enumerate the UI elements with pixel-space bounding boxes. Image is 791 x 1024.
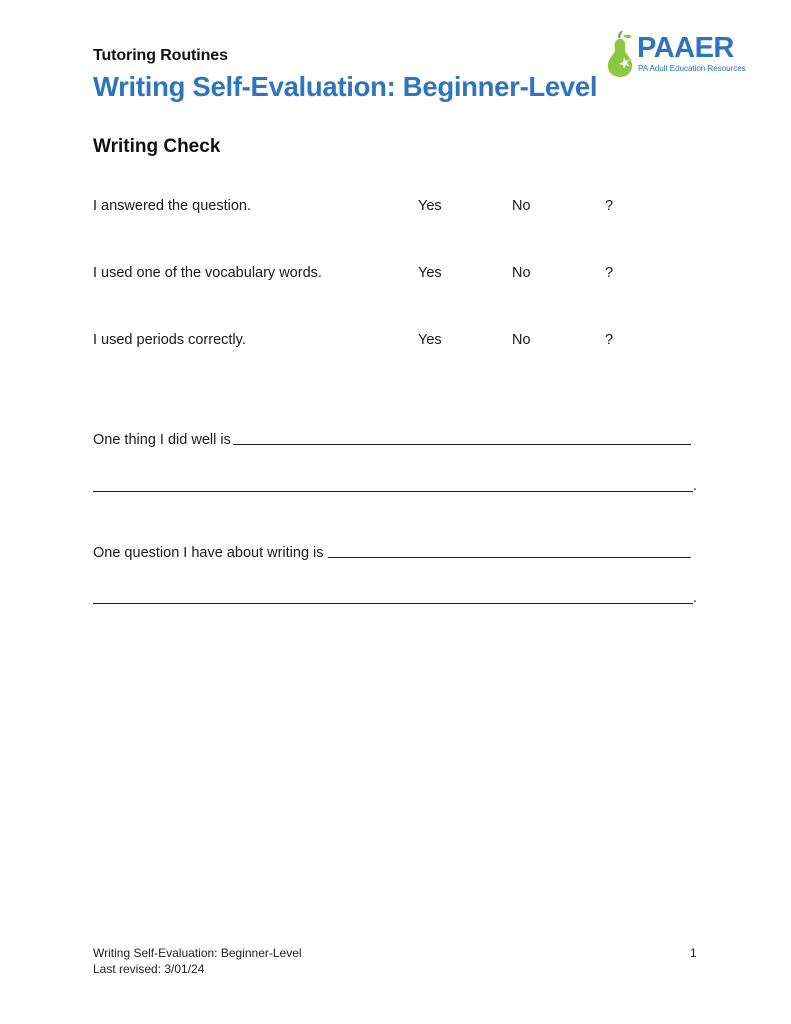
prompt-did-well: One thing I did well is [93, 432, 231, 448]
answer-line[interactable] [233, 444, 691, 445]
line-end-period: . [693, 590, 698, 606]
pear-icon [604, 31, 636, 77]
section-eyebrow: Tutoring Routines [93, 47, 228, 64]
yes-option[interactable]: Yes [418, 198, 442, 214]
checklist-statement: I used periods correctly. [93, 332, 246, 348]
section-heading: Writing Check [93, 136, 221, 157]
unsure-option[interactable]: ? [605, 198, 614, 214]
yes-option[interactable]: Yes [418, 332, 442, 348]
footer-revised-date: Last revised: 3/01/24 [93, 962, 205, 976]
paaer-logo [604, 31, 754, 77]
answer-line[interactable] [93, 491, 693, 492]
no-option[interactable]: No [512, 265, 531, 281]
line-end-period: . [693, 478, 698, 494]
yes-option[interactable]: Yes [418, 265, 442, 281]
logo-tagline: PA Adult Education Resources [638, 64, 746, 73]
footer-doc-name: Writing Self-Evaluation: Beginner-Level [93, 946, 302, 960]
no-option[interactable]: No [512, 198, 531, 214]
no-option[interactable]: No [512, 332, 531, 348]
checklist-row [93, 198, 653, 220]
page-title: Writing Self-Evaluation: Beginner-Level [93, 71, 598, 102]
logo-wordmark: PAAER [637, 32, 734, 64]
unsure-option[interactable]: ? [605, 265, 614, 281]
page-number: 1 [690, 946, 697, 960]
checklist-statement: I answered the question. [93, 198, 251, 214]
checklist-statement: I used one of the vocabulary words. [93, 265, 322, 281]
prompt-question: One question I have about writing is [93, 545, 324, 561]
checklist-row [93, 265, 653, 287]
unsure-option[interactable]: ? [605, 332, 614, 348]
answer-line[interactable] [93, 603, 693, 604]
answer-line[interactable] [328, 557, 691, 558]
checklist-row [93, 332, 653, 354]
